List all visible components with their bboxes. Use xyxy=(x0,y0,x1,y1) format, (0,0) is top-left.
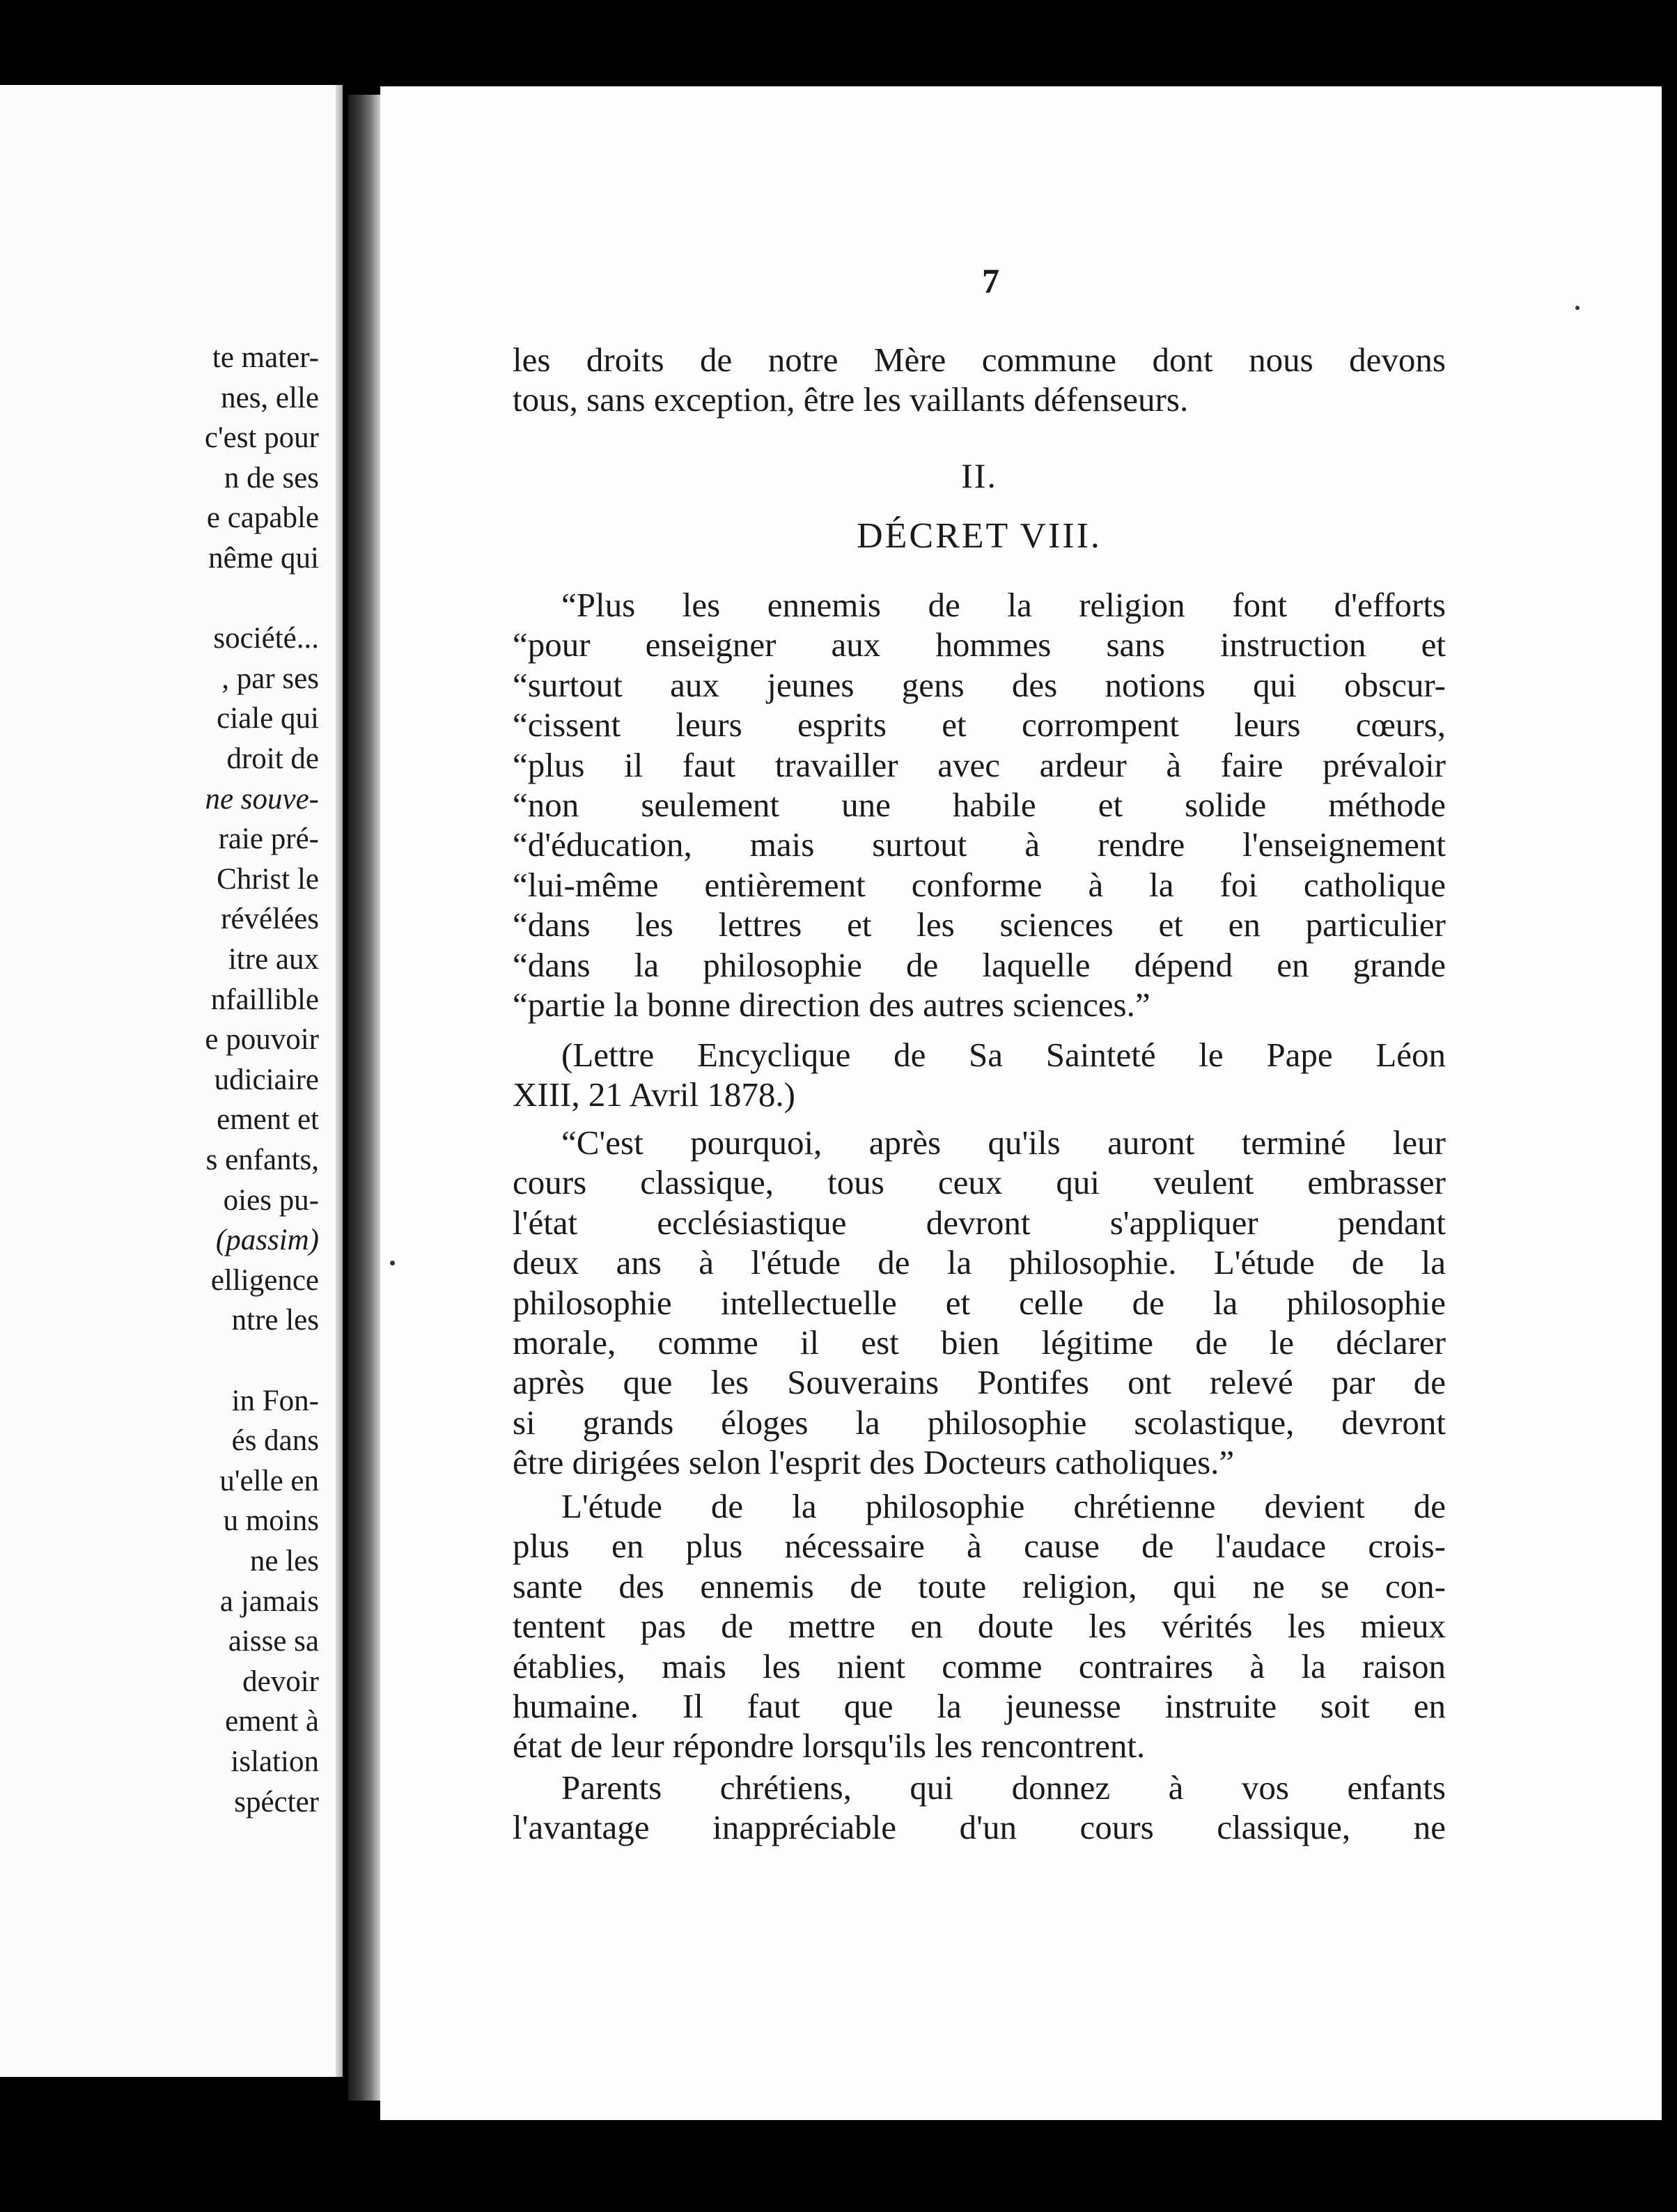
encyclical-quote xyxy=(513,585,1446,1025)
text-line: XIII, 21 Avril 1878.) xyxy=(513,1075,795,1114)
text-line: l'avantage inappréciable d'un cours classique, ne xyxy=(513,1808,1446,1847)
text-line: les droits de notre Mère commune dont nous devons xyxy=(513,341,1446,379)
page-number: 7 xyxy=(982,261,999,300)
text-line: humaine. Il faut que la jeunesse instruite soit en xyxy=(513,1687,1446,1726)
text-line: “pour enseigner aux hommes sans instruction et xyxy=(513,625,1446,664)
left-page-line: e capable xyxy=(206,501,319,535)
parents-paragraph xyxy=(513,1768,1446,1848)
left-page-line: e pouvoir xyxy=(205,1023,319,1057)
text-line: tous, sans exception, être les vaillants défenseurs. xyxy=(513,380,1189,419)
left-page-line: ne les xyxy=(249,1545,319,1578)
left-page-line: ne souve- xyxy=(205,782,319,816)
text-line: après que les Souverains Pontifes ont relevé par de xyxy=(513,1363,1446,1402)
text-line: plus en plus nécessaire à cause de l'audace crois- xyxy=(513,1527,1446,1566)
section-number: II. xyxy=(961,456,997,495)
left-page-line: ciale qui xyxy=(217,702,319,735)
left-page-line: nfaillible xyxy=(210,983,319,1016)
left-page-line: udiciaire xyxy=(214,1063,319,1096)
decree-text xyxy=(513,1123,1446,1483)
intro-paragraph xyxy=(513,340,1446,420)
text-line: “dans la philosophie de laquelle dépend en grande xyxy=(513,945,1446,984)
text-line: sante des ennemis de toute religion, qui ne se con- xyxy=(513,1566,1446,1605)
text-line: état de leur répondre lorsqu'ils les rencontrent. xyxy=(513,1727,1146,1766)
text-line: l'état ecclésiastique devront s'appliquer pendant xyxy=(513,1203,1446,1242)
left-page-gutter xyxy=(336,85,343,2077)
left-page-line: devoir xyxy=(242,1665,319,1698)
left-page-line: a jamais xyxy=(219,1584,319,1618)
left-page-line: raie pré- xyxy=(218,823,319,856)
left-page-line: elligence xyxy=(210,1263,319,1297)
left-page-line: ntre les xyxy=(231,1304,319,1337)
text-line: “cissent leurs esprits et corrompent leurs cœurs, xyxy=(513,706,1446,745)
text-line: morale, comme il est bien légitime de le déclarer xyxy=(513,1323,1446,1362)
left-page-line: , par ses xyxy=(221,662,319,695)
text-line: être dirigées selon l'esprit des Docteurs catholiques.” xyxy=(513,1443,1235,1482)
dust-speck xyxy=(1575,306,1580,310)
left-page-fragment xyxy=(0,85,343,2077)
citation xyxy=(513,1035,1446,1115)
text-line: deux ans à l'étude de la philosophie. L'étude de la xyxy=(513,1243,1446,1282)
left-page-line: droit de xyxy=(226,742,319,775)
text-line: L'étude de la philosophie chrétienne devient de xyxy=(561,1487,1446,1525)
text-line: “d'éducation, mais surtout à rendre l'enseignement xyxy=(513,825,1446,864)
text-line: philosophie intellectuelle et celle de la philosophie xyxy=(513,1283,1446,1322)
left-page-line: spécter xyxy=(234,1785,319,1818)
text-line: “surtout aux jeunes gens des notions qui obscur- xyxy=(513,665,1446,704)
text-line: “dans les lettres et les sciences et en particulier xyxy=(513,905,1446,944)
right-page xyxy=(380,86,1662,2120)
left-page-line: c'est pour xyxy=(204,421,319,455)
text-line: si grands éloges la philosophie scolastique, devront xyxy=(513,1403,1446,1442)
text-line: “plus il faut travailler avec ardeur à faire prévaloir xyxy=(513,745,1446,784)
left-page-line: ement à xyxy=(225,1705,319,1738)
text-line: (Lettre Encyclique de Sa Sainteté le Pape Léon xyxy=(561,1036,1446,1074)
text-line: “non seulement une habile et solide méthode xyxy=(513,786,1446,825)
left-page-line: s enfants, xyxy=(205,1144,319,1176)
text-line: établies, mais les nient comme contraires à la raison xyxy=(513,1646,1446,1685)
book-spine-shadow xyxy=(348,95,380,2101)
left-page-line: u'elle en xyxy=(219,1464,319,1497)
commentary-paragraph xyxy=(513,1486,1446,1766)
left-page-line: islation xyxy=(231,1745,319,1778)
left-page-line: (passim) xyxy=(215,1224,319,1257)
left-page-line: u moins xyxy=(223,1504,319,1538)
left-page-line: te mater- xyxy=(212,341,319,374)
left-page-line: aisse sa xyxy=(228,1625,319,1658)
text-line: “lui-même entièrement conforme à la foi catholique xyxy=(513,865,1446,904)
left-page-line: nes, elle xyxy=(221,381,319,414)
left-page-line: oies pu- xyxy=(223,1183,319,1217)
left-page-line: n de ses xyxy=(224,461,319,494)
text-line: tentent pas de mettre en doute les vérités les mieux xyxy=(513,1607,1446,1646)
left-page-line: itre aux xyxy=(228,943,319,976)
left-page-line: révélées xyxy=(221,903,319,936)
left-page-line: in Fon- xyxy=(231,1384,319,1417)
section-title: DÉCRET VIII. xyxy=(857,516,1102,556)
dust-speck xyxy=(390,1261,395,1265)
text-line: “partie la bonne direction des autres sciences.” xyxy=(513,986,1150,1025)
left-page-line: société... xyxy=(213,622,319,655)
text-line: “C'est pourquoi, après qu'ils auront terminé leur xyxy=(561,1123,1446,1162)
left-page-line: nême qui xyxy=(208,542,319,575)
text-line: “Plus les ennemis de la religion font d'efforts xyxy=(561,586,1446,624)
left-page-line: és dans xyxy=(231,1424,319,1458)
left-page-line: Christ le xyxy=(217,862,319,896)
text-line: cours classique, tous ceux qui veulent embrasser xyxy=(513,1163,1446,1202)
left-page-line: ement et xyxy=(217,1103,319,1137)
text-line: Parents chrétiens, qui donnez à vos enfants xyxy=(561,1768,1446,1807)
